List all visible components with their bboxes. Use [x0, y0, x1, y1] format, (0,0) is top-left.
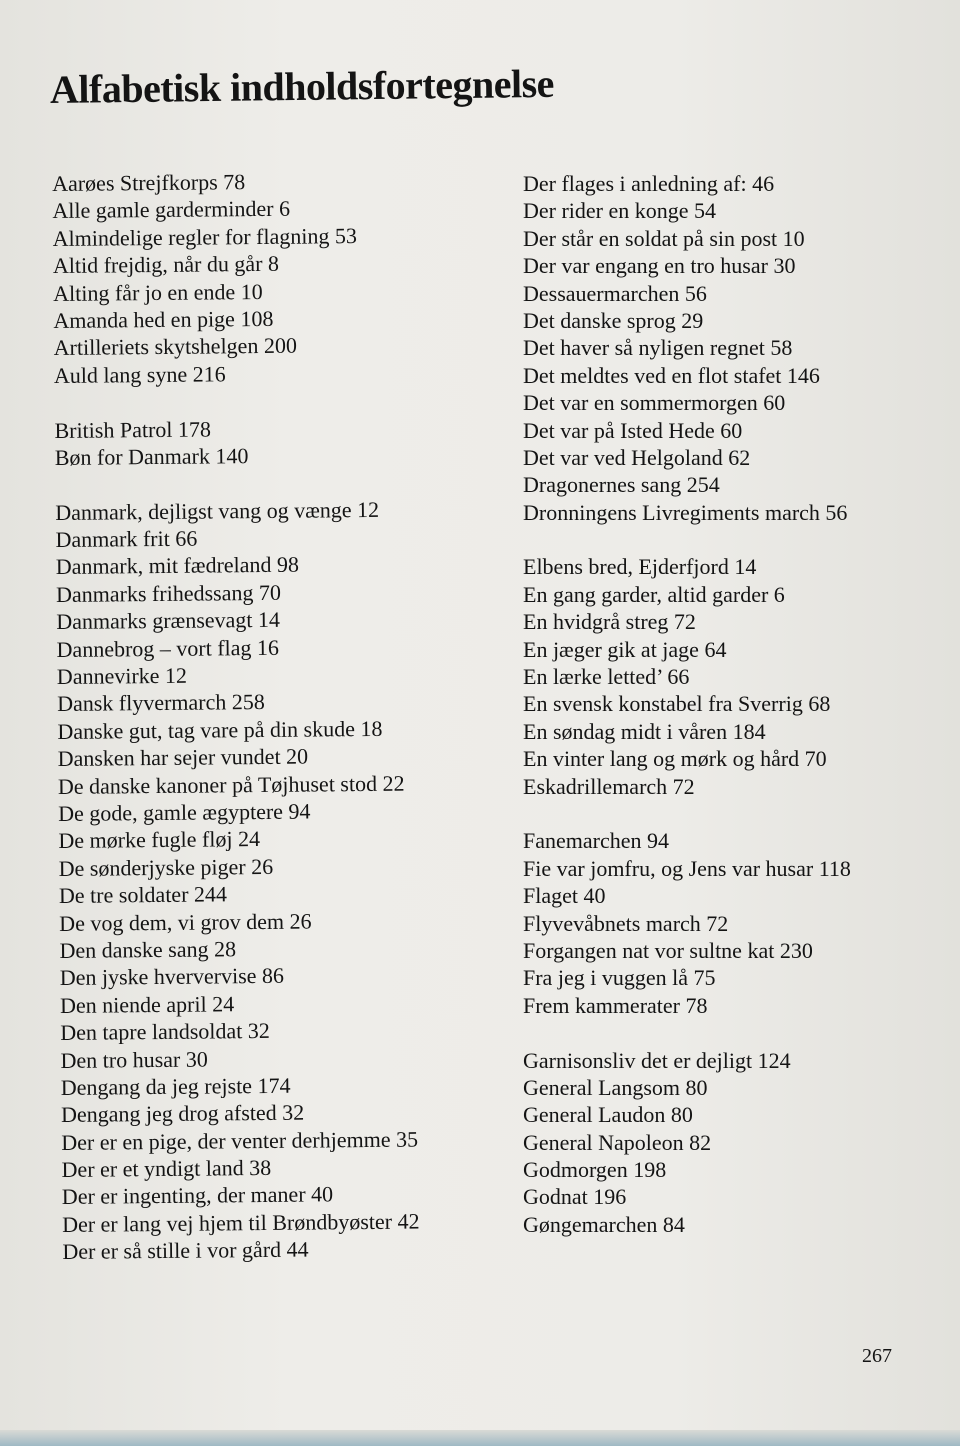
index-column-left — [52, 167, 420, 1266]
index-entry: Det var på Isted Hede 60 — [523, 417, 743, 443]
index-entry: Der rider en konge 54 — [523, 198, 717, 224]
index-entry: Dragonernes sang 254 — [523, 472, 720, 498]
index-entry: Der var engang en tro husar 30 — [523, 253, 796, 279]
index-entry: Alle gamle garderminder 6 — [52, 196, 291, 224]
index-entry: Det haver så nyligen regnet 58 — [523, 335, 793, 361]
index-entry: Dansk flyvermarch 258 — [57, 689, 265, 717]
index-entry: Fie var jomfru, og Jens var husar 118 — [523, 855, 851, 881]
index-entry: Dannebrog – vort flag 16 — [56, 634, 280, 662]
index-entry: Der flages i anledning af: 46 — [523, 171, 775, 196]
index-entry: Den tro husar 30 — [60, 1046, 208, 1073]
index-entry: De danske kanoner på Tøjhuset stod 22 — [57, 770, 405, 799]
page-title: Alfabetisk indholdsfortegnelse — [49, 60, 555, 112]
index-entry: Forgangen nat vor sultne kat 230 — [523, 937, 813, 963]
index-entry: Danmark, dejligst vang og vænge 12 — [55, 496, 380, 525]
index-entry: Godnat 196 — [523, 1184, 627, 1210]
index-entry: Dannevirke 12 — [56, 662, 188, 690]
index-entry: En hvidgrå streg 72 — [523, 609, 696, 635]
index-entry: Garnisonsliv det er dejligt 124 — [523, 1047, 791, 1073]
index-entry: Dansken har sejer vundet 20 — [57, 743, 309, 772]
index-entry: Fra jeg i vuggen lå 75 — [523, 965, 716, 991]
page-number: 267 — [862, 1345, 892, 1367]
index-entry: Den niende april 24 — [59, 991, 235, 1018]
index-entry: Det meldtes ved en flot stafet 146 — [523, 362, 820, 388]
index-entry: Den tapre landsoldat 32 — [60, 1018, 270, 1046]
index-entry: Der er lang vej hjem til Brøndbyøster 42 — [62, 1208, 420, 1237]
index-entry: Frem kammerater 78 — [523, 992, 708, 1018]
index-entry: Det var ved Helgoland 62 — [523, 444, 751, 470]
index-entry: En gang garder, altid garder 6 — [523, 581, 785, 607]
index-entry: Gøngemarchen 84 — [523, 1211, 685, 1237]
index-entry: En jæger gik at jage 64 — [523, 636, 727, 662]
index-entry: Det danske sprog 29 — [523, 307, 704, 333]
index-entry: Danmark, mit fædreland 98 — [55, 552, 300, 580]
index-entry: Altid frejdig, når du går 8 — [52, 250, 280, 279]
index-entry: Danmarks frihedssang 70 — [55, 579, 282, 607]
index-entry: Fanemarchen 94 — [523, 828, 669, 854]
index-entry: Eskadrillemarch 72 — [523, 773, 695, 799]
index-entry: Flaget 40 — [523, 883, 606, 909]
index-entry: Amanda hed en pige 108 — [53, 305, 274, 333]
index-entry: Danmark frit 66 — [55, 525, 198, 553]
index-entry: Bøn for Danmark 140 — [54, 443, 249, 470]
index-entry: Der er et yndigt land 38 — [61, 1155, 272, 1183]
index-entry: Elbens bred, Ejderfjord 14 — [523, 554, 757, 580]
index-entry: De vog dem, vi grov dem 26 — [59, 908, 312, 936]
index-entry: De sønderjyske piger 26 — [58, 853, 274, 881]
index-entry: De mørke fugle fløj 24 — [58, 826, 261, 854]
index-entry: Dengang jeg drog afsted 32 — [60, 1099, 305, 1128]
index-entry: En svensk konstabel fra Sverrig 68 — [523, 691, 831, 717]
index-entry: De gode, gamle ægyptere 94 — [58, 798, 311, 826]
index-entry: En søndag midt i våren 184 — [523, 718, 766, 744]
index-entry: Den danske sang 28 — [59, 936, 237, 963]
section-gap — [523, 1019, 851, 1046]
index-entry: Der er så stille i vor gård 44 — [62, 1236, 309, 1265]
index-entry: General Langsom 80 — [523, 1074, 708, 1100]
section-gap — [523, 800, 851, 827]
index-entry: Danmarks grænsevagt 14 — [56, 607, 281, 635]
section-gap — [523, 526, 851, 553]
index-entry: Der står en soldat på sin post 10 — [523, 225, 805, 251]
index-entry: Godmorgen 198 — [523, 1157, 667, 1183]
index-entry: Den jyske hververvise 86 — [59, 963, 285, 991]
index-entry: Alting får jo en ende 10 — [53, 278, 263, 306]
section-gap — [54, 386, 412, 417]
index-entry: En vinter lang og mørk og hård 70 — [523, 746, 827, 772]
index-entry: Aarøes Strejfkorps 78 — [52, 169, 246, 196]
index-column-right — [523, 170, 851, 1238]
index-entry: Der er en pige, der venter derhjemme 35 — [61, 1126, 419, 1155]
index-entry: De tre soldater 244 — [58, 881, 228, 909]
page-bottom-edge — [0, 1430, 960, 1446]
index-entry: British Patrol 178 — [54, 416, 212, 443]
index-entry: Dronningens Livregiments march 56 — [523, 499, 848, 525]
index-entry: General Laudon 80 — [523, 1102, 693, 1128]
section-gap — [55, 468, 413, 499]
index-entry: Almindelige regler for flagning 53 — [52, 222, 358, 251]
index-entry: Dessauermarchen 56 — [523, 280, 707, 306]
index-entry: Der er ingenting, der maner 40 — [61, 1181, 334, 1210]
index-entry: Auld lang syne 216 — [53, 361, 226, 388]
index-entry: Danske gut, tag vare på din skude 18 — [57, 715, 383, 744]
index-entry: Dengang da jeg rejste 174 — [60, 1072, 291, 1100]
index-entry: General Napoleon 82 — [523, 1129, 712, 1155]
index-entry: Artilleriets skytshelgen 200 — [53, 333, 298, 361]
index-entry: Det var en sommermorgen 60 — [523, 390, 786, 416]
index-entry: En lærke letted’ 66 — [523, 664, 690, 690]
index-entry: Flyvevåbnets march 72 — [523, 910, 729, 936]
